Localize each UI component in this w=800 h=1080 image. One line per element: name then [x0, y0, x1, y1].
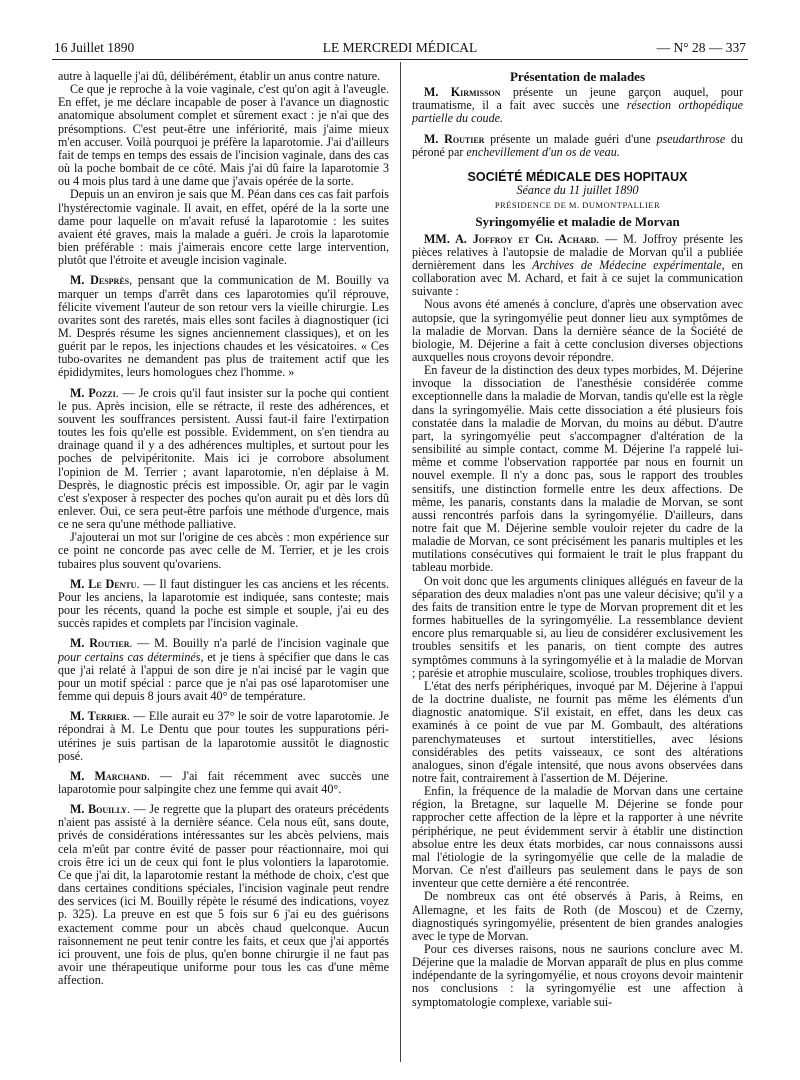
paragraph: Enfin, la fréquence de la maladie de Morvan dans une certaine région, la Bretagne, sur laquelle M. Déjerine se fonde pour rapprocher cette affection de la lèpre et la rapporter à une névrite périphérique, ne peut évidemment servir à établir une distinction absolue entre les deux états morbides, car nous connaissons aussi mal l'étiologie de la syringomyélie que celle de la maladie de Morvan. Ce n'est d'ailleurs pas seulement dans le pays de son inventeur que cette dernière a été rencontrée.	[412, 784, 743, 891]
speaker-name: M. Bouilly	[70, 802, 127, 817]
speech-text: . — J'ai fait récemment avec succès une laparotomie pour salpingite chez une femme qui avait 40°.	[58, 768, 390, 796]
paragraph: Nous avons été amenés à conclure, d'après une observation avec autopsie, que la syringomyélie peut donner lieu aux symptômes de la maladie de Morvan. Dans la dernière séance de la Société de biologie, M. Déjerine a fait à cette conclusion diverses objections auxquelles nous croyons devoir répondre.	[412, 297, 743, 364]
speech-marchand	[58, 770, 389, 796]
speech-joffroy-achard	[412, 233, 743, 299]
speaker-name: M. Kirmisson	[424, 85, 501, 100]
session-date: Séance du 11 juillet 1890	[516, 183, 639, 198]
right-column	[412, 70, 743, 1009]
speech-text: , et je tiens à spécifier que dans le cas que j'ai relaté à l'appui de son dire je n'ai incisé par le vagin que pour un motif spécial : parce que je n'ai pas osé laparotomiser une femme qui depuis 8 jours avait 40° de température.	[58, 649, 389, 704]
speech-text: . — Il faut distinguer les cas anciens et les récents. Pour les anciens, la laparotomie est indiquée, sans conteste; mais pour les récents, quand la poche est simple et souple, j'ai eu des succès rapides et complets par l'incision vaginale.	[58, 576, 389, 631]
paragraph: Ce que je reproche à la voie vaginale, c'est qu'on agit à l'aveugle. En effet, je me déclare incapable de poser à l'avance un diagnostic anatomique absolument complet et sûrement exact : je n'ai que des présomptions. C'est peut-être une infériorité, mais j'aime mieux m'en accuser. Voilà pourquoi je préfère la laparotomie. J'ai d'ailleurs fait de temps en temps des essais de l'incision vaginale, dans des cas où la poche bombait de ce côté. Mais j'ai dû faire la laparotomie 3 ou 4 mois plus tard à une dame que j'avais opérée de la sorte.	[58, 82, 389, 189]
header-journal-title: LE MERCREDI MÉDICAL	[322, 40, 478, 55]
speech-text: présente un jeune garçon auquel, pour traumatisme, il a fait avec succès une	[412, 85, 744, 113]
paragraph: J'ajouterai un mot sur l'origine de ces abcès : mon expérience sur ce point ne concorde pas avec celle de M. Terrier, et je les crois tubaires plus souvent qu'ovariens.	[58, 530, 389, 571]
header-date: 16 Juillet 1890	[54, 40, 135, 55]
paragraph: Depuis un an environ je sais que M. Péan dans ces cas fait parfois l'hystérectomie vaginale. Il avait, en effet, opéré de la la sorte une dame pour laquelle on m'avait refusé la laparotomie : les suites avaient été graves, mais la malade a guéri. Je crois la laparotomie bien préférable : mais j'aimerais encore cette large intervention, plutôt que l'étroite et aveugle incision vaginale.	[58, 187, 389, 268]
speech-emphasis: pseudarthrose	[656, 131, 726, 146]
speech-emphasis: résection orthopédique partielle du coude.	[412, 98, 744, 126]
topic-title: Syringomyélie et maladie de Morvan	[475, 214, 680, 230]
section-title: Présentation de malades	[509, 69, 646, 84]
presidency-line: PRÉSIDENCE DE M. DUMONTPALLIER	[494, 200, 661, 211]
speaker-name: M. Desprès	[70, 273, 130, 288]
speech-emphasis: pour certains cas déterminés	[58, 649, 201, 664]
speech-text: , en collaboration avec M. Achard, et fait à ce sujet la communication suivante :	[412, 257, 743, 299]
speech-pozzi	[58, 387, 389, 532]
paragraph: On voit donc que les arguments cliniques allégués en faveur de la séparation des deux maladies n'ont pas une valeur décisive; qu'il y a des faits de transition entre le type de Morvan proprement dit et les formes habituelles de la syringomyélie. La ressemblance devient encore plus remarquable si, au lieu de considérer exclusivement les troubles sensitifs et les panaris, on tient compte des autres symptômes communs à la syringomyélie et à la maladie de Morvan ; parésie et atrophie musculaire, scoliose, troubles trophiques divers.	[412, 573, 743, 680]
paragraph: Pour ces diverses raisons, nous ne saurions conclure avec M. Déjerine que la maladie de Morvan apparaît de plus en plus comme indépendante de la syringomyélie, et nous croyons devoir maintenir nos conclusions : la syringomyélie est une affection à symptomatologie complexe, variable sui-	[412, 942, 743, 1009]
speaker-name: M. Terrier	[70, 709, 127, 724]
speaker-name: M. Routier	[424, 131, 485, 146]
header-rule	[52, 59, 748, 60]
speaker-name: MM. A. Joffroy et Ch. Achard	[424, 231, 597, 246]
speech-text: . — M. Bouilly n'a parlé de l'incision vaginale que	[129, 636, 389, 651]
paragraph: En faveur de la distinction des deux types morbides, M. Déjerine invoque la dissociation de l'anesthésie considérée comme exceptionnelle dans la maladie de Morvan, tandis qu'elle est la règle dans la syringomyélie. Mais cette dissociation a été plusieurs fois constatée dans la maladie de Morvan, du moins au début. D'autre part, la syringomyélie peut s'accompagner d'altération de la sensibilité au simple contact, comme M. Déjerine l'a rappelé lui-même et comme l'observation rapportée par nous en fournit un nouvel exemple. Il n'y a donc pas, sous le rapport des troubles sensitifs, une distinction formelle entre les deux affections. De même, les panaris, constants dans la maladie de Morvan, se sont aussi rencontrés parfois dans la syringomyélie. D'ailleurs, dans notre fait que M. Déjerine semble vouloir rejeter du cadre de la maladie de Morvan, ce sont précisément les panaris multiples et les mutilations consécutives qui formaient le trait le plus frappant du tableau morbide.	[412, 363, 743, 575]
speaker-name: M. Le Dentu	[70, 576, 137, 591]
speech-le-dentu	[58, 578, 389, 631]
speech-text: . — Je crois qu'il faut insister sur la poche qui contient le pus. Après incision, elle se rétracte, il reste des adhérences, et souvent les souffrances persistent. Aussi faut-il faire l'extirpation toutes les fois qu'elle est possible. Evidemment, on s'en tiendra au drainage quand il y a des adhérences multiples, et surtout pour les poches de pelvipéritonite. Mais ici je corrobore absolument l'opinion de M. Terrier ; avant laparotomie, n'en déplaise à M. Desprès, le diagnostic précis est impossible. Or, agir par le vagin c'est s'exposer à respecter des poches qu'on aurait pu et dès lors dû enlever. Oui, ce sera peut-être parfois une méthode d'urgence, mais ce ne sera qu'une méthode palliative.	[58, 385, 390, 532]
left-column	[58, 70, 389, 987]
paragraph: autre à laquelle j'ai dû, délibérément, établir un anus contre nature.	[58, 69, 381, 83]
column-divider	[400, 62, 401, 1062]
speech-emphasis: enchevillement d'un os de veau.	[466, 144, 620, 159]
speaker-name: M. Pozzi	[70, 385, 116, 400]
speech-text: , pensant que la communication de M. Bouilly va marquer un temps d'arrêt dans ces laparotomies qu'il réprouve, félicite vivement l'auteur de son retour vers la vieille chirurgie. Les ovarites sont des raretés, mais elles sont faciles à diagnostiquer (ici M. Després résume les signes anciennement classiques), et on les guérit par le repos, les injections chaudes et les vésicatoires. « Ces tubo-ovarites ne demandent pas plus de traitement actif que les épididymites, leurs homologues chez l'homme. »	[58, 273, 389, 380]
speech-text: . — Je regrette que la plupart des orateurs précédents n'aient pas assisté à la dernière séance. Cela nous eût, sans doute, privés de considérations intéressantes sur les abcès pelviens, mais cela m'eût par contre évité de passer pour réactionnaire, moi qui crois être ici un de ceux qui font le plus volontiers la laparotomie. Ce que j'ai dit, la laparotomie restant la méthode de choix, c'est que dans certaines conditions spéciales, l'incision vaginale peut rendre des services (ici M. Bouilly répète le résumé des indications, voyez p. 325). La preuve en est que 5 fois sur 6 j'ai eu des guérisons exactement comme pour un abcès chaud quelconque. Aucun raisonnement ne peut tenir contre les faits, et ceux que j'ai apportés ici prouvent, une fois de plus, qu'en bonne chirurgie il ne faut pas avoir une thérapeutique uniforme pour tous les cas d'une même affection.	[58, 802, 389, 988]
page-header	[54, 40, 746, 58]
speech-text: du péroné par	[412, 131, 743, 159]
speaker-name: M. Routier	[70, 636, 130, 651]
speech-text: . — M. Joffroy présente les pièces relatives à l'autopsie de maladie de Morvan qu'il a publiée dernièrement dans les	[412, 231, 743, 272]
speech-text: . — Elle aurait eu 37° le soir de votre laparotomie. Je répondrai à M. Le Dentu que pour toutes les suppurations péri-utérines je suis partisan de la laparotomie aussitôt le diagnostic posé.	[58, 709, 389, 763]
speech-text: présente un malade guéri d'une	[484, 131, 657, 146]
speech-routier	[58, 637, 389, 703]
presentation-routier	[412, 133, 743, 159]
presentation-kirmisson	[412, 86, 743, 125]
header-page-number: — N° 28 — 337	[656, 40, 746, 55]
speech-emphasis: Archives de Médecine expérimentale	[532, 257, 722, 272]
society-heading: SOCIÉTÉ MÉDICALE DES HOPITAUX	[467, 169, 688, 184]
speech-bouilly	[58, 803, 389, 987]
paragraph: L'état des nerfs périphériques, invoqué par M. Déjerine à l'appui de la doctrine dualiste, ne fournit pas même les éléments d'un diagnostic anatomique. S'il existait, en effet, dans les deux cas examinés à ce point de vue par M. Gombault, des altérations parenchymateuses et surtout interstitielles, avec lésions considérables des petits vaisseaux, ce sont des altérations analogues, sinon d'égale intensité, que nous avons observées dans notre fait, contrairement à l'assertion de M. Déjerine.	[412, 678, 743, 785]
speaker-name: M. Marchand	[70, 768, 147, 783]
speech-despres	[58, 274, 389, 379]
speech-terrier	[58, 710, 389, 763]
paragraph: De nombreux cas ont été observés à Paris, à Reims, en Allemagne, et les faits de Roth (de Moscou) et de Czerny, diagnostiqués syringomyélie, présentent de bien grandes analogies avec le type de Morvan.	[412, 889, 743, 943]
